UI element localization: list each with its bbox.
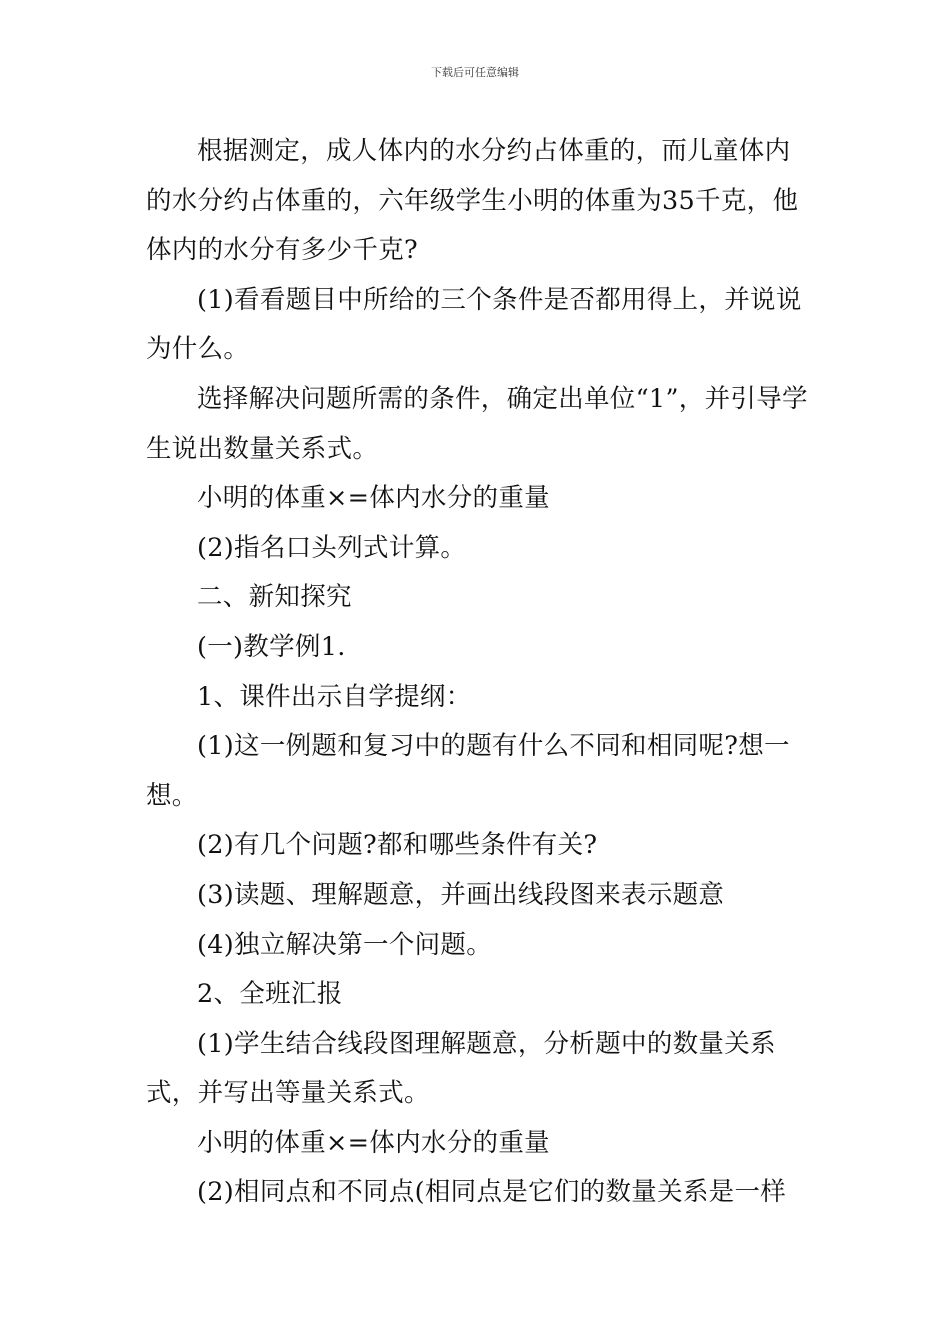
document-body — [146, 127, 810, 1218]
paragraph-report-item-1: (1)学生结合线段图理解题意，分析题中的数量关系式，并写出等量关系式。 — [146, 1028, 776, 1109]
section-heading-new-knowledge: 二、新知探究 — [197, 582, 352, 613]
paragraph-outline-item-2: (2)有几个问题?都和哪些条件有关? — [197, 830, 598, 861]
paragraph-report-item-2: (2)相同点和不同点(相同点是它们的数量关系是一样 — [197, 1177, 787, 1208]
subsection-heading-example-1: (一)教学例1. — [197, 631, 346, 662]
paragraph-outline-item-4: (4)独立解决第一个问题。 — [197, 929, 493, 960]
paragraph-question-1: (1)看看题目中所给的三个条件是否都用得上，并说说为什么。 — [146, 284, 802, 365]
paragraph-class-report: 2、全班汇报 — [197, 979, 343, 1010]
paragraph-relation-2: 小明的体重×=体内水分的重量 — [197, 1127, 550, 1158]
paragraph-relation-1: 小明的体重×=体内水分的重量 — [197, 483, 550, 514]
paragraph-outline-item-3: (3)读题、理解题意，并画出线段图来表示题意 — [197, 879, 725, 910]
paragraph-select-conditions: 选择解决问题所需的条件，确定出单位“1”，并引导学生说出数量关系式。 — [146, 383, 808, 464]
paragraph-problem-statement: 根据测定，成人体内的水分约占体重的，而儿童体内的水分约占体重的，六年级学生小明的体重为35千克，他体内的水分有多少千克? — [146, 136, 799, 266]
paragraph-question-2: (2)指名口头列式计算。 — [197, 532, 467, 563]
paragraph-self-study-outline: 1、课件出示自学提纲： — [197, 681, 472, 712]
page-header-note: 下载后可任意编辑 — [431, 66, 519, 79]
paragraph-outline-item-1: (1)这一例题和复习中的题有什么不同和相同呢?想一想。 — [146, 731, 790, 811]
